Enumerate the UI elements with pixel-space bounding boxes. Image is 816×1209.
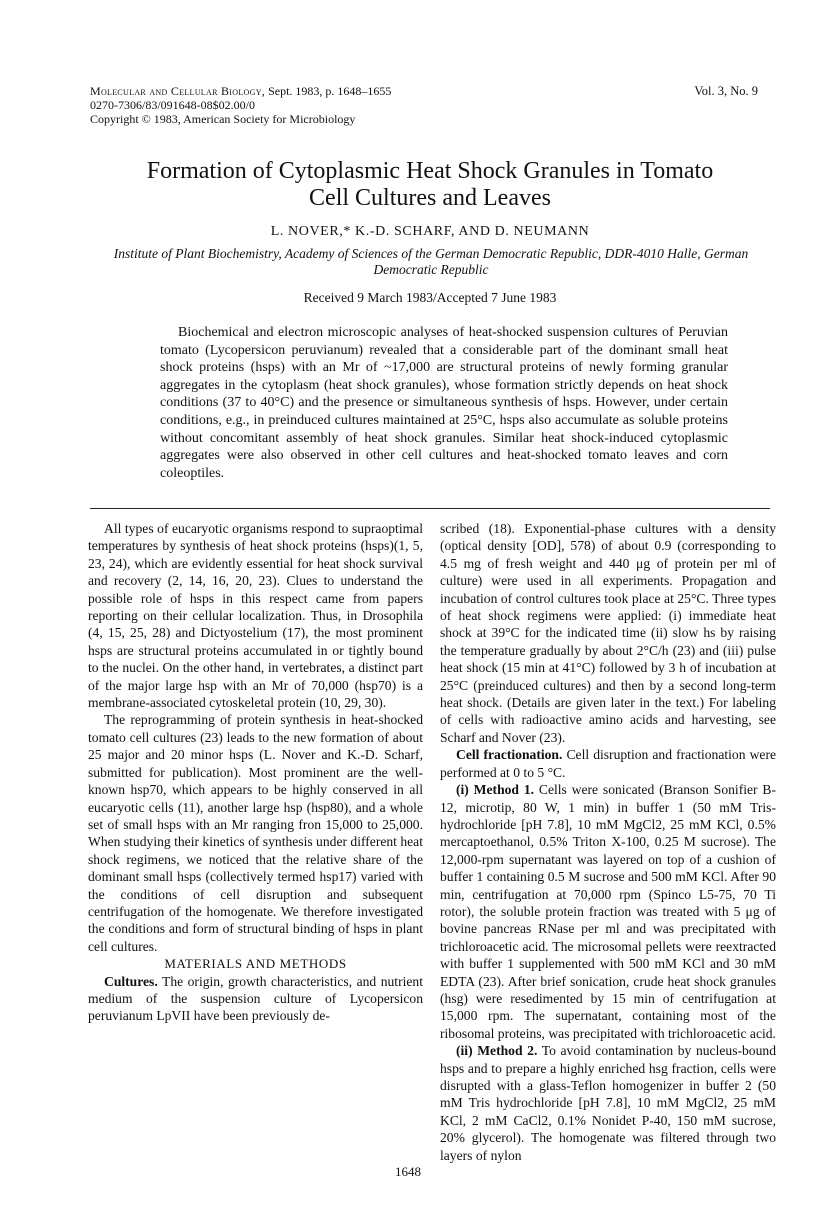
cultures-paragraph	[88, 973, 423, 1025]
article-title: Formation of Cytoplasmic Heat Shock Granules in Tomato Cell Cultures and Leaves	[146, 158, 714, 211]
method2-heading: (ii) Method 2.	[456, 1043, 538, 1059]
left-column	[88, 520, 423, 1025]
authors: L. NOVER,* K.-D. SCHARF, AND D. NEUMANN	[270, 224, 590, 239]
method1-text: Cells were sonicated (Branson Sonifier B-12, microtip, 80 W, 1 min) in buffer 1 (50 mM Tris-hydrochloride [pH 7.8], 10 mM MgCl2, 25 mM KCl, 0.5% mercaptoethanol, 0.5% Triton X-100, 0.25 M sucrose). The 12,000-rpm supernatant was layered on top of a cushion of buffer 1 containing 0.5 M sucrose and 500 mM KCl. After 90 min, centrifugation at 70,000 rpm (Spinco L5-75, 70 Ti rotor), the soluble protein fraction was treated with 5 μg of bovine pancreas RNase per ml and was precipitated with trichloroacetic acid. The microsomal pellets were reextracted with buffer 1 supplemented with 500 mM KCl and 30 mM EDTA (23). After brief sonication, crude heat shock granules (hsg) were resedimented by 15 min of centrifugation at 15,000 rpm. The supernatant, containing most of the ribosomal proteins, was precipitated with trichloroacetic acid.	[440, 782, 776, 1041]
right-column	[440, 520, 776, 1164]
cultures-heading: Cultures.	[104, 973, 158, 989]
method1-heading: (i) Method 1.	[456, 782, 535, 798]
divider	[90, 508, 770, 509]
cultures-text: The origin, growth characteristics, and nutrient medium of the suspension culture of Lycopersicon peruvianum LpVII have been previously de-	[88, 973, 423, 1024]
intro-paragraph-1: All types of eucaryotic organisms respond to supraoptimal temperatures by synthesis of heat shock proteins (hsps)(1, 5, 23, 24), which are evidently essential for heat shock survival and recovery (2, 14, 16, 20, 23). Clues to understand the possible role of hsps in this respect came from papers reporting on their cellular localization. Thus, in Drosophila (4, 15, 25, 28) and Dictyostelium (17), the most prominent hsps are structural proteins accumulated in or tightly bound to the nuclei. On the other hand, in vertebrates, a distinct part of the major large hsp with an Mr of 70,000 (hsp70) is a membrane-associated cytoskeletal protein (10, 29, 30).	[88, 521, 423, 711]
abstract: Biochemical and electron microscopic analyses of heat-shocked suspension cultures of Peruvian tomato (Lycopersicon peruvianum) revealed that a considerable part of the dominant small heat shock proteins (hsps) with an Mr of ~17,000 are structural proteins of newly forming granular aggregates in the cytoplasm (heat shock granules), whose formation strictly depends on heat shock conditions (37 to 40°C) and the presence or simultaneous synthesis of hsps. However, under certain conditions, e.g., in preinduced cultures maintained at 25°C, hsps also accumulate as soluble proteins without concomitant assembly of heat shock granules. Similar heat shock-induced cytoplasmic aggregates were also observed in other cell cultures and heat-shocked tomato leaves and corn coleoptiles.	[160, 325, 728, 481]
cultures-continued: scribed (18). Exponential-phase cultures with a density (optical density [OD], 578) of about 0.9 (corresponding to 4.5 mg of fresh weight and 440 μg of protein per ml of culture) were used in all experiments. Propagation and incubation of control cultures took place at 25°C. Three types of heat shock regimens were applied: (i) immediate heat shock at 39°C for the indicated time (ii) slow hs by raising the temperature gradually by about 2°C/h (23) and (iii) pulse heat shock (15 min at 41°C) followed by 3 h of incubation at 25°C (preinduced cultures) and then by a second long-term heat shock. (Details are given later in the text.) For labeling of cells with radioactive amino acids and harvesting, see Scharf and Nover (23).	[440, 521, 776, 745]
affiliation: Institute of Plant Biochemistry, Academy of Sciences of the German Democratic Republic, DDR-4010 Halle, German Democratic Republic	[113, 246, 749, 277]
fractionation-paragraph	[440, 746, 776, 781]
received-date: Received 9 March 1983/Accepted 7 June 1983	[303, 290, 557, 305]
method2-text: To avoid contamination by nucleus-bound hsps and to prepare a highly enriched hsg fraction, cells were disrupted with a glass-Teflon homogenizer in buffer 2 (50 mM Tris hydrochloride [pH 7.8], 10 mM MgCl2, 25 mM KCl, 2 mM CaCl2, 0.1% Nonidet P-40, 150 mM sucrose, 20% glycerol). The homogenate was filtered through two layers of nylon	[440, 1043, 776, 1163]
volume-issue: Vol. 3, No. 9	[694, 84, 758, 98]
page-number: 1648	[395, 1164, 421, 1179]
running-header	[90, 84, 391, 126]
method2-paragraph	[440, 1042, 776, 1164]
method1-paragraph	[440, 781, 776, 1042]
citation: Sept. 1983, p. 1648–1655	[268, 84, 392, 98]
article-code: 0270-7306/83/091648-08$02.00/0	[90, 98, 255, 112]
journal-name: Molecular and Cellular Biology,	[90, 84, 266, 98]
fractionation-heading: Cell fractionation.	[456, 747, 563, 763]
copyright: Copyright © 1983, American Society for Microbiology	[90, 112, 356, 126]
fractionation-text: Cell disruption and fractionation were performed at 0 to 5 °C.	[440, 747, 777, 780]
section-heading: MATERIALS AND METHODS	[164, 956, 347, 972]
intro-paragraph-2: The reprogramming of protein synthesis in heat-shocked tomato cell cultures (23) leads to the new formation of about 25 major and 20 minor hsps (L. Nover and K.-D. Scharf, submitted for publication). Most prominent are the well-known hsp70, which appears to be highly conserved in all eucaryotic cells (11), another large hsp (hsp80), and a whole set of small hsps with an Mr ranging fron 15,000 to 25,000. When studying their kinetics of synthesis under different heat shock regimens, we noticed that the relative share of the dominant small hsps (collectively termed hsp17) varied with the conditions of cell disruption and subsequent centrifugation of the homogenate. We therefore investigated the conditions and form of structural binding of hsps in plant cell cultures.	[88, 712, 423, 954]
